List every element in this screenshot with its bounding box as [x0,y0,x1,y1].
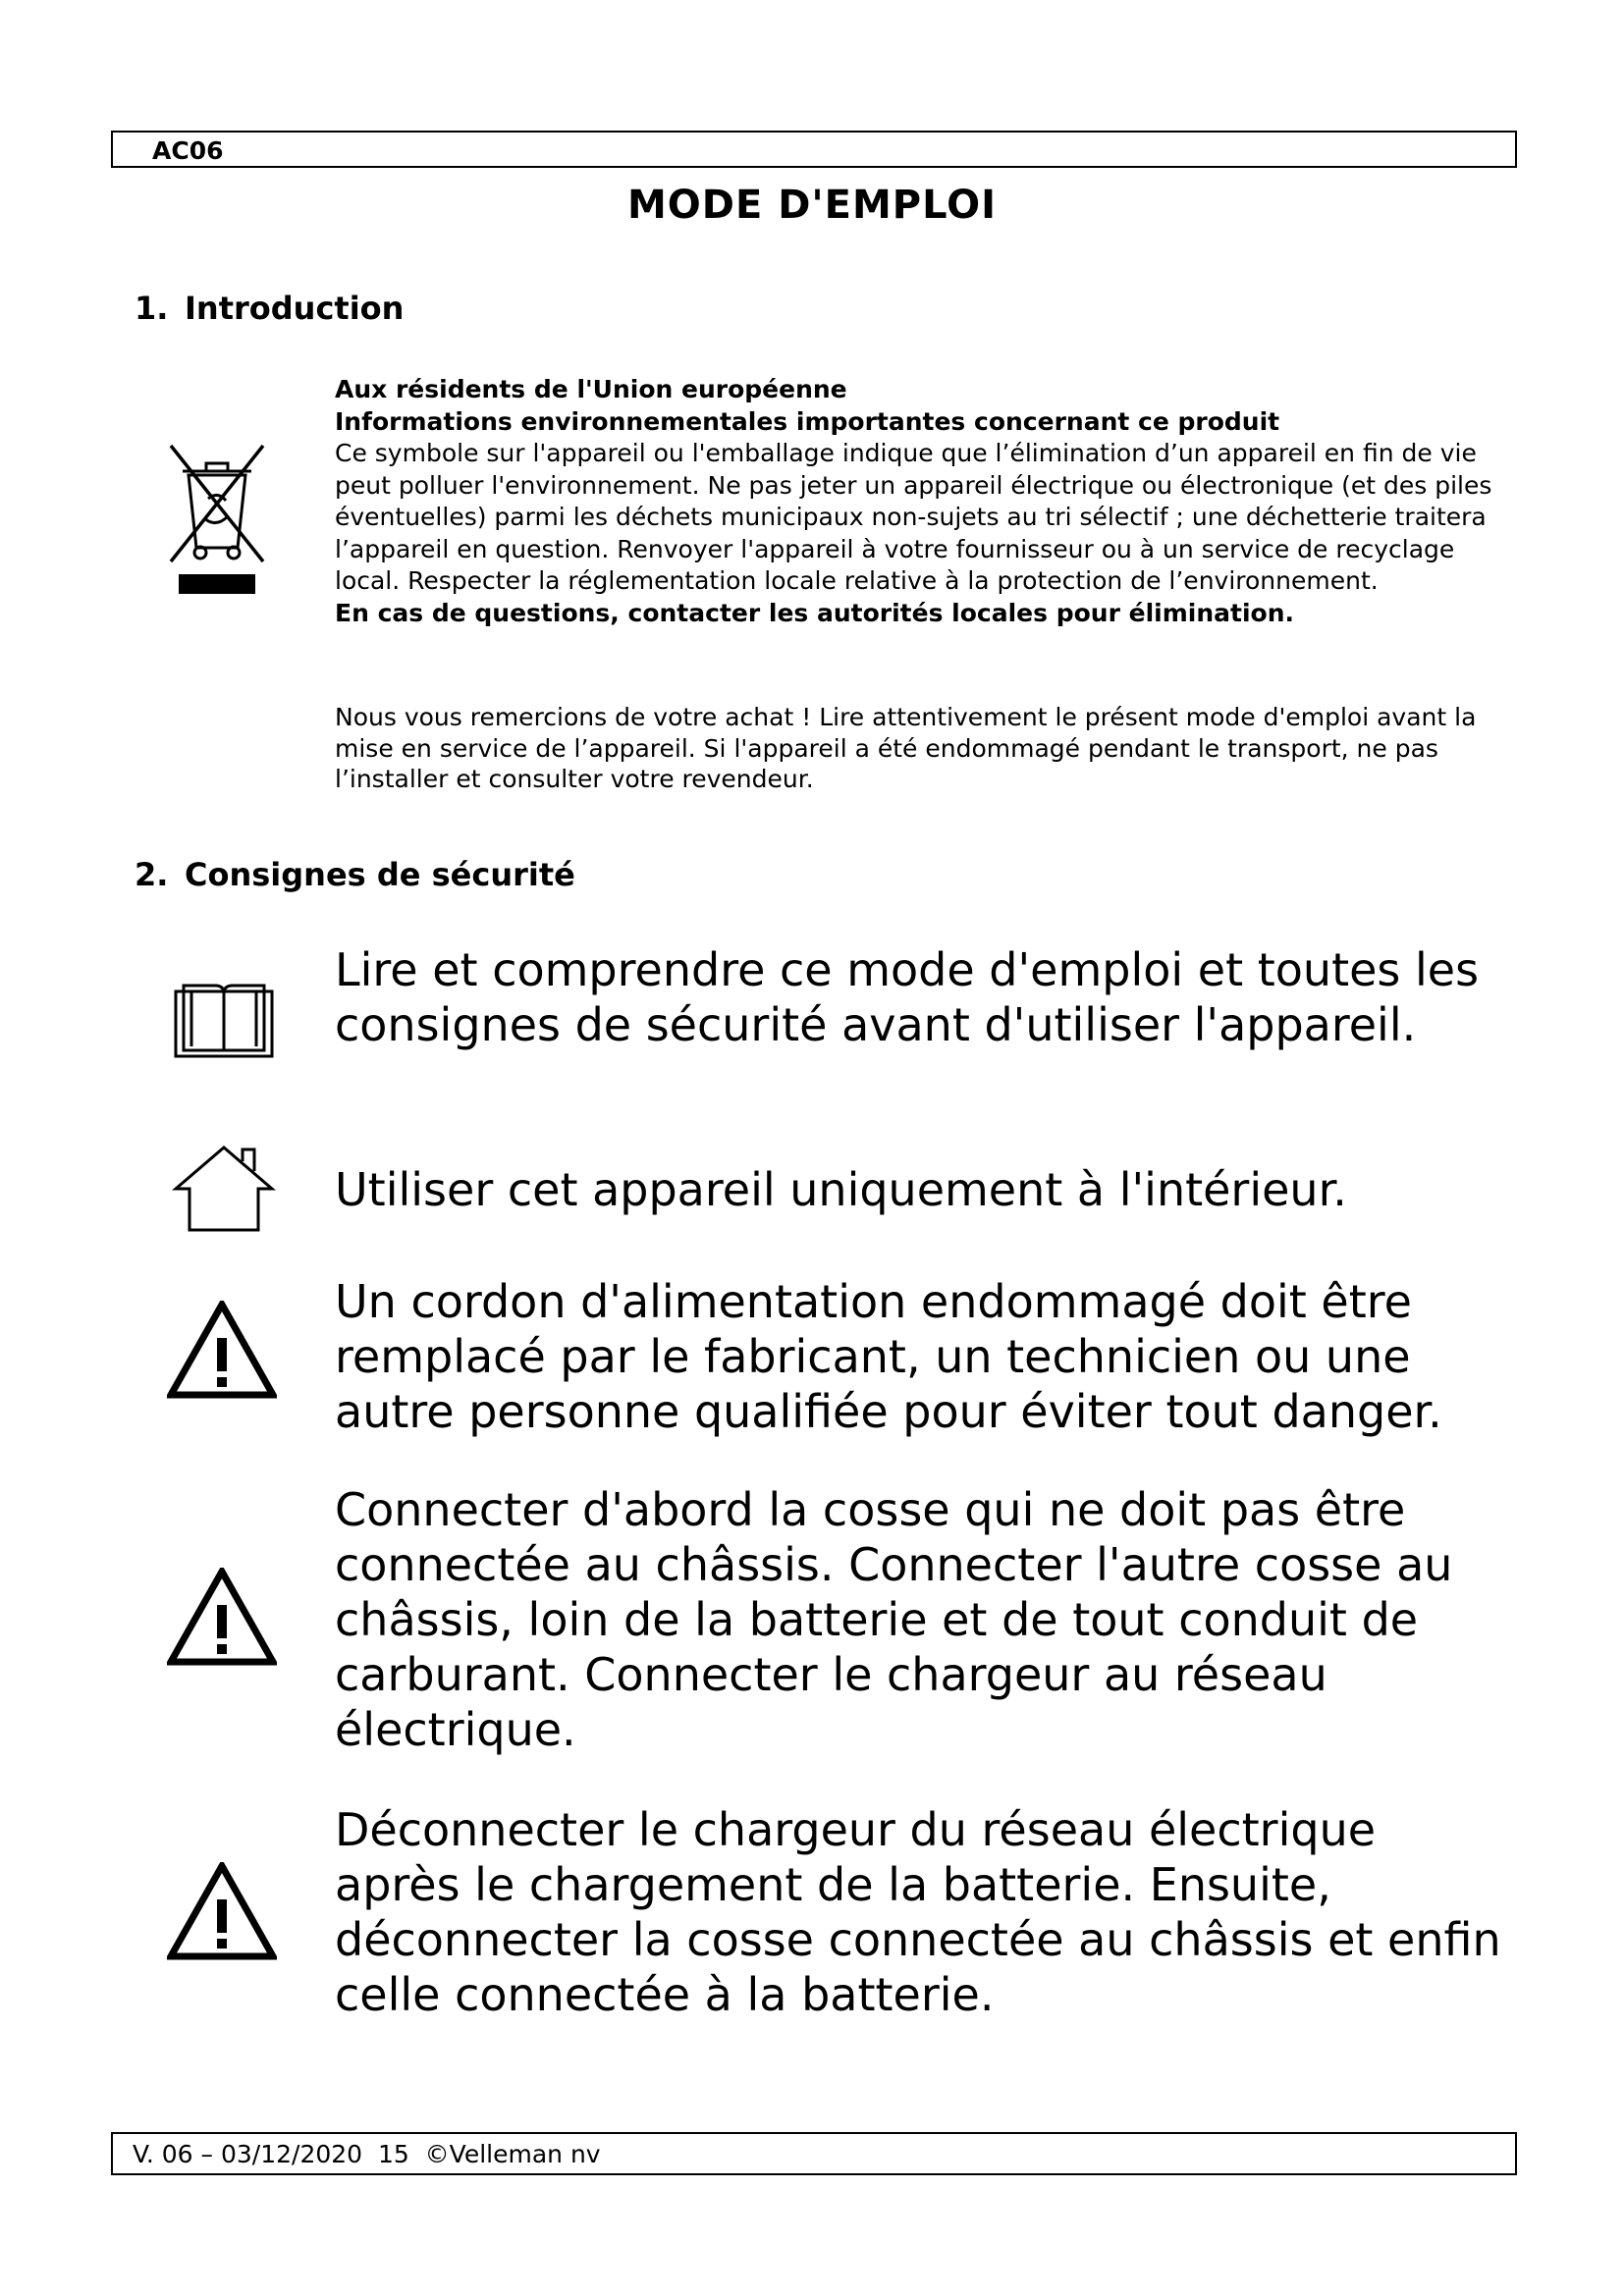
section-heading-introduction [135,290,404,327]
section-heading-safety [135,856,575,893]
safety-text-2: Utiliser cet appareil uniquement à l'intérieur. [335,1163,1347,1216]
warning-icon [167,1862,277,1960]
safety-text-3: Un cordon d'alimentation endommagé doit être remplacé par le fabricant, un technicien ou une autre personne qualifiée pour éviter tout danger. [335,1275,1442,1438]
contact-note: En cas de questions, contacter les autorités locales pour élimination. [335,598,1294,627]
crossed-bin-icon [165,440,269,597]
footer-text: V. 06 – 03/12/2020 15 ©Velleman nv [133,2140,601,2168]
env-heading: Informations environnementales importantes concernant ce produit [335,406,1280,436]
model-code: AC06 [152,136,224,165]
book-icon [172,982,276,1060]
safety-text-1: Lire et comprendre ce mode d'emploi et toutes les consignes de sécurité avant d'utiliser l'appareil. [335,943,1480,1051]
section-title: Introduction [185,290,405,327]
safety-text-5: Déconnecter le chargeur du réseau électrique après le chargement de la batterie. Ensuite, déconnecter la cosse connectée au châssis et enfin celle connectée à la batterie. [335,1803,1501,2021]
safety-text-4: Connecter d'abord la cosse qui ne doit pas être connectée au châssis. Connecter l'autre cosse au châssis, loin de la batterie et de tout conduit de carburant. Connecter le chargeur au réseau électrique. [335,1483,1453,1756]
footer-box [111,2132,1517,2175]
thanks-paragraph: Nous vous remercions de votre achat ! Lire attentivement le présent mode d'emploi avant la mise en service de l’appareil. Si l'appareil a été endommagé pendant le transport, ne pas l’installer et consulter votre revendeur. [335,703,1477,793]
house-icon [172,1144,276,1234]
warning-icon [167,1301,277,1399]
page-title: MODE D'EMPLOI [626,183,998,228]
intro-environment [335,374,1493,629]
section-number: 1. [135,290,169,327]
env-body: Ce symbole sur l'appareil ou l'emballage indique que l’élimination d’un appareil en fin de vie peut polluer l'environnement. Ne pas jeter un appareil électrique ou électronique (et des piles éventuelles) parmi les déchets municipaux non-sujets au tri sélectif ; une déchetterie traitera l’appareil en question. Renvoyer l'appareil à votre fournisseur ou à un service de recyclage local. Respecter la réglementation locale relative à la protection de l’environnement. [335,439,1492,595]
section-title: Consignes de sécurité [185,856,575,893]
eu-heading: Aux résidents de l'Union européenne [335,375,847,403]
warning-icon [167,1568,277,1666]
section-number: 2. [135,856,169,893]
header-box [111,131,1517,168]
